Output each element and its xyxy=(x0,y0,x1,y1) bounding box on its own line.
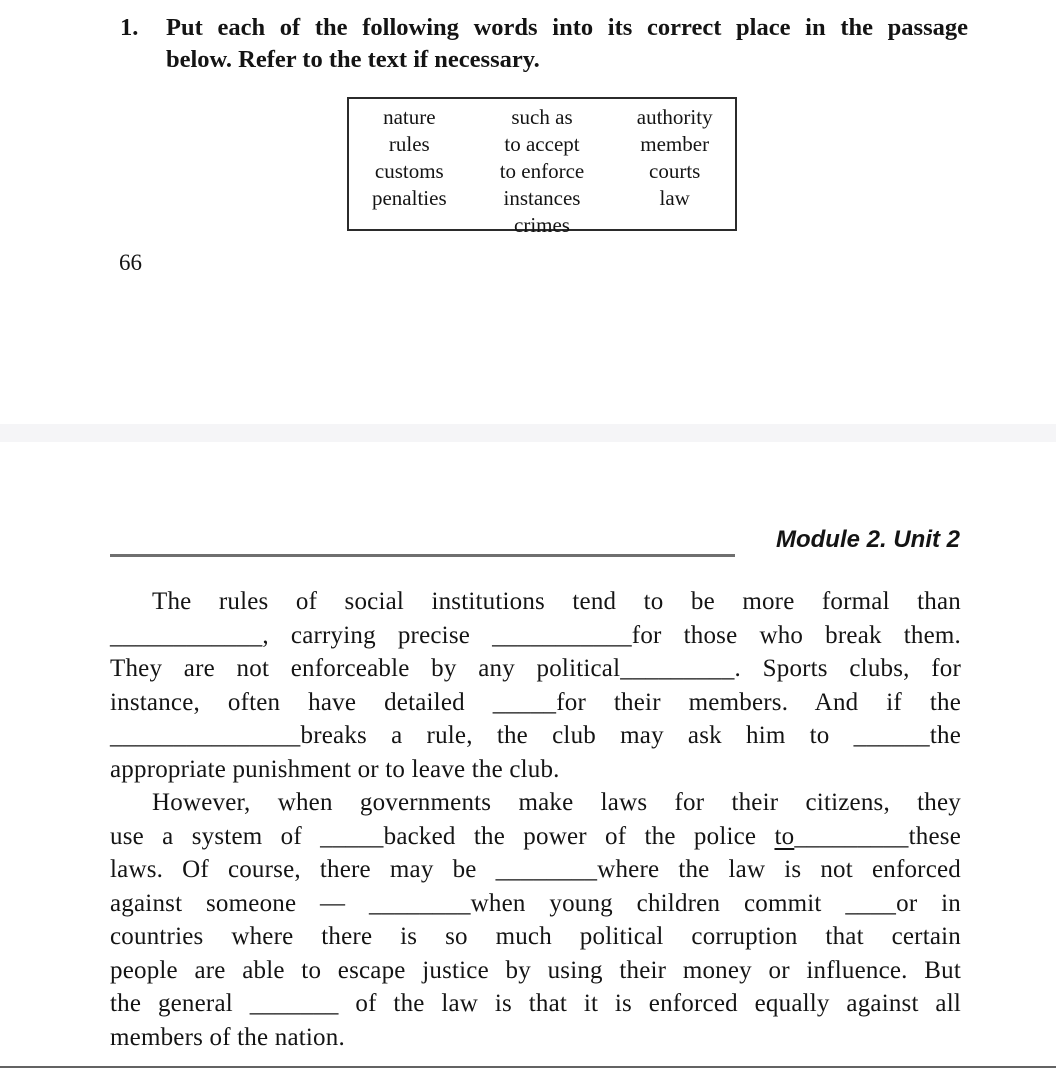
passage-line: The rules of social institutions tend to be more formal than xyxy=(152,588,961,615)
passage-line: laws. Of course, there may be ________where the law is not enforced xyxy=(110,856,961,883)
word-item: to accept xyxy=(504,132,580,156)
word-item: courts xyxy=(649,159,701,183)
instruction-line: below. Refer to the text if necessary. xyxy=(166,46,540,73)
word-box-grid xyxy=(349,104,735,212)
passage-line: instance, often have detailed _____for their members. And if the xyxy=(110,688,961,716)
page-break-band xyxy=(0,424,1056,442)
word-item: nature xyxy=(383,105,436,129)
exercise-instruction xyxy=(166,12,968,76)
word-item: crimes xyxy=(514,213,570,237)
exercise-number: 1. xyxy=(120,14,139,41)
word-item: law xyxy=(659,186,690,210)
word-item: penalties xyxy=(371,186,447,210)
passage-line: use a system of _____backed the power of the police to_________these xyxy=(110,822,961,850)
word-item: such as xyxy=(511,105,573,129)
word-item: to enforce xyxy=(499,159,585,183)
word-item: customs xyxy=(374,159,444,183)
passage-line: appropriate punishment or to leave the club. xyxy=(110,755,560,783)
passage-line: However, when governments make laws for their citizens, they xyxy=(152,789,961,816)
section-title: Module 2. Unit 2 xyxy=(775,526,960,553)
passage-line: people are able to escape justice by using their money or influence. But xyxy=(110,956,961,984)
word-item: member xyxy=(640,132,710,156)
page-number: 66 xyxy=(119,250,142,275)
passage-line: members of the nation. xyxy=(110,1023,345,1051)
exercise-heading xyxy=(120,12,968,76)
passage-line: _______________breaks a rule, the club may ask him to ______the xyxy=(110,722,961,749)
passage-line: ____________, carrying precise ___________for those who break them. xyxy=(110,621,961,649)
instruction-line: Put each of the following words into its correct place in the passage xyxy=(166,14,968,41)
passage-line: against someone — ________when young children commit ____or in xyxy=(110,889,961,917)
word-item: rules xyxy=(388,132,430,156)
section-rule xyxy=(110,554,735,557)
passage-line: They are not enforceable by any political_________. Sports clubs, for xyxy=(110,655,961,682)
word-box xyxy=(347,97,737,237)
passage xyxy=(110,585,961,1054)
word-item: instances xyxy=(503,186,581,210)
word-item: authority xyxy=(636,105,713,129)
passage-line: the general _______ of the law is that it is enforced equally against all xyxy=(110,990,961,1017)
passage-line: countries where there is so much political corruption that certain xyxy=(110,923,961,950)
